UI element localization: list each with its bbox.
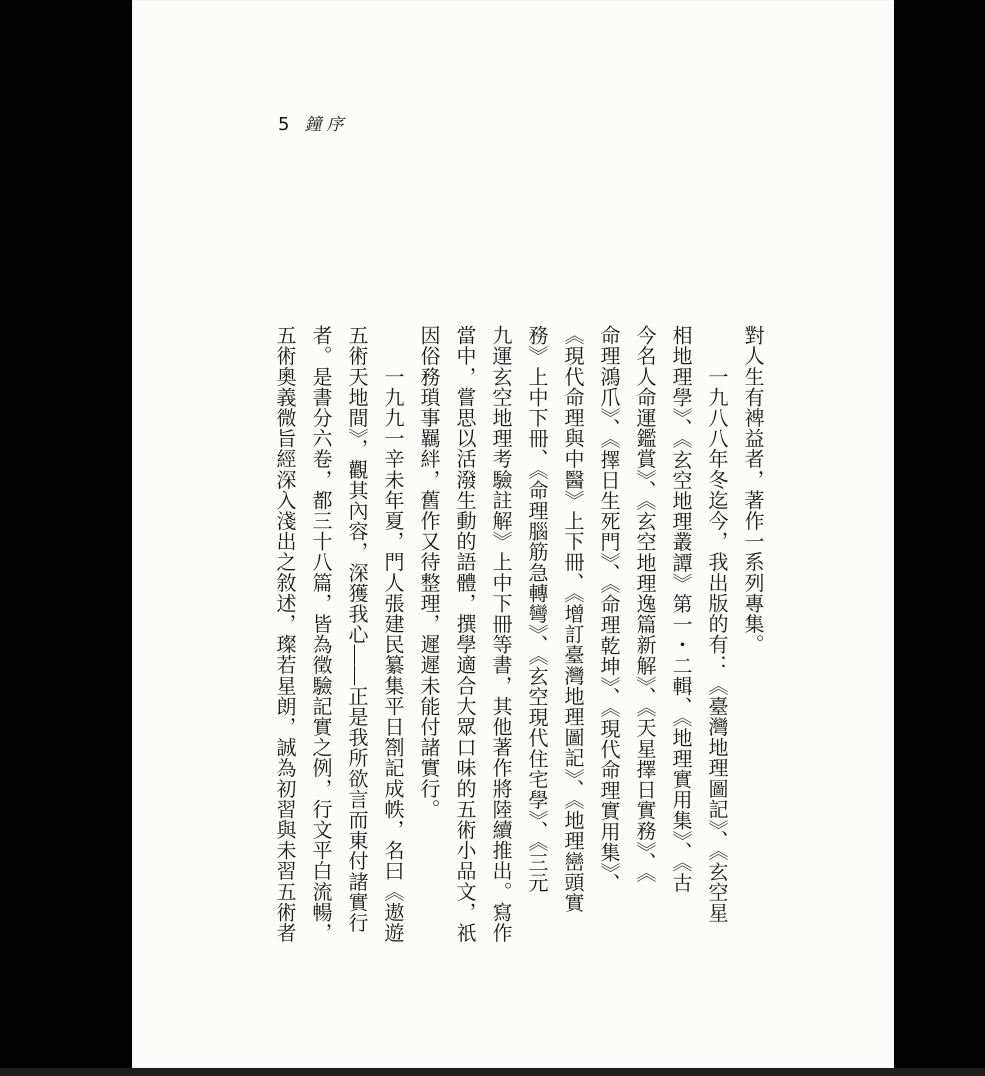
vertical-text-block [264,325,770,969]
page-number: 5 [278,114,290,135]
book-page [132,0,894,1068]
text-column: 相地理學》、《玄空地理叢譚》第一・二輯、《地理實用集》、《古 [669,325,691,893]
text-column: 一九九一辛未年夏，門人張建民纂集平日劄記成帙，名曰《遨遊 [381,325,403,943]
text-column: 當中，嘗思以活潑生動的語體，撰學適合大眾口味的五術小品文，祇 [453,325,475,943]
text-column: 五術天地間》，觀其內容，深獲我心——正是我所欲言而東付諸實行 [345,325,367,933]
text-column: 對人生有裨益者，著作一系列專集。 [741,325,763,655]
text-column: 者。是書分六卷，都三十八篇，皆為徵驗記實之例，行文平白流暢， [309,325,331,943]
text-column: 命理鴻爪》、《擇日生死門》、《命理乾坤》、《現代命理實用集》、 [597,325,619,894]
text-column: 一九八八年冬迄今，我出版的有：《臺灣地理圖記》、《玄空星 [705,325,727,923]
text-column: 九運玄空地理考驗註解》上中下冊等書，其他著作將陸續推出。寫作 [489,325,511,943]
text-column: 因俗務瑣事羈絆，舊作又待整理，遲遲未能付諸實行。 [417,325,439,820]
text-column: 五術奧義微旨經深入淺出之敘述，璨若星朗，誠為初習與未習五術者 [273,325,295,943]
page-header [278,115,348,135]
text-column: 務》上中下冊、《命理腦筋急轉彎》、《玄空現代住宅學》、《三元 [525,325,547,893]
text-column: 今名人命運鑑賞》、《玄空地理逸篇新解》、《天星擇日實務》、《 [633,325,655,883]
text-column: 《現代命理與中醫》上下冊、《增訂臺灣地理圖記》、《地理巒頭實 [561,325,583,913]
running-title: 鐘序 [304,115,349,134]
scan-bottom-strip [0,1068,985,1076]
